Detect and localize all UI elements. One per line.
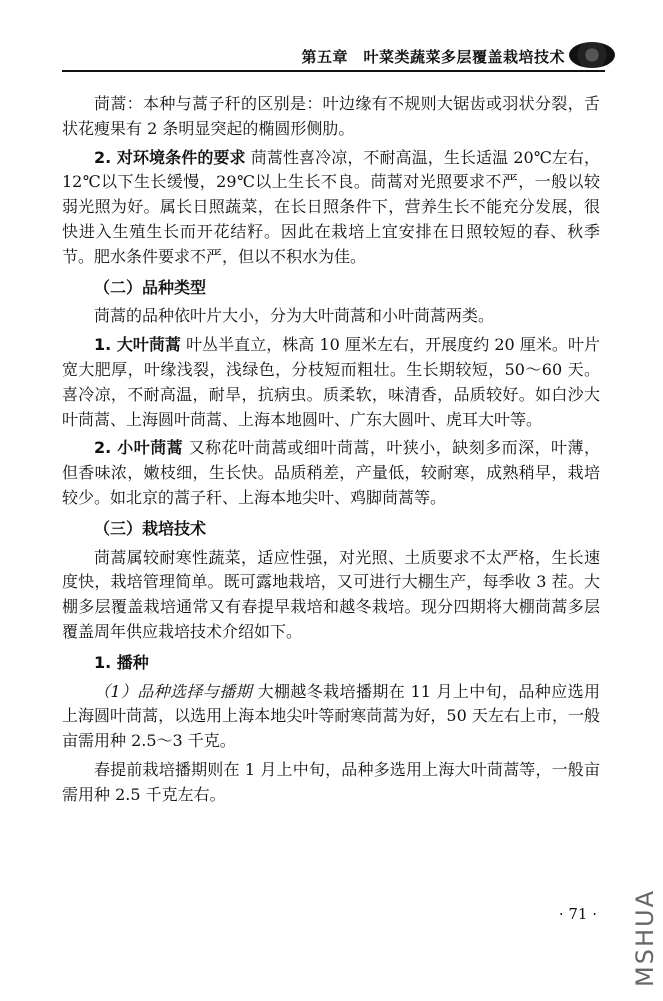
paragraph-small-leaf: [62, 436, 600, 510]
running-header: [62, 42, 605, 72]
paragraph-small-leaf-text: 又称花叶茼蒿或细叶茼蒿，叶狭小，缺刻多而深，叶薄，但香味浓，嫩枝细，生长快。品质稍差，产量低，较耐寒，成熟稍早，栽培较少。如北京的蒿子秆、上海本地尖叶、鸡脚茼蒿等。: [62, 438, 600, 507]
chapter-title: 第五章 叶菜类蔬菜多层覆盖栽培技术: [301, 48, 565, 66]
paragraph-large-leaf: [62, 333, 600, 432]
section-heading-environment: 2. 对环境条件的要求: [94, 147, 246, 167]
paragraph-species-difference: 茼蒿：本种与蒿子秆的区别是：叶边缘有不规则大锯齿或羽状分裂，舌状花瘦果有 2 条明显突起的椭圆形侧肋。: [62, 94, 600, 138]
subheading-large-leaf: 1. 大叶茼蒿: [94, 335, 181, 355]
subheading-sowing: 1. 播种: [94, 652, 149, 672]
subheading-variety-selection: （1）品种选择与播期: [94, 681, 253, 701]
paragraph-large-leaf-text: 叶丛半直立，株高 10 厘米左右，开展度约 20 厘米。叶片宽大肥厚，叶缘浅裂，浅绿色，分枝短而粗壮。生长期较短，50～60 天。喜冷凉，不耐高温，耐旱，抗病虫。质柔软，味清香，品质较好。如白沙大叶茼蒿、上海圆叶茼蒿、上海本地圆叶、广东大圆叶、虎耳大叶等。: [62, 335, 600, 429]
page-number: · 71 ·: [558, 905, 597, 923]
section-heading-cultivation: （三）栽培技术: [94, 518, 207, 538]
paragraph-varieties-intro: 茼蒿的品种依叶片大小，分为大叶茼蒿和小叶茼蒿两类。: [94, 306, 495, 326]
paragraph-environment-text: 茼蒿性喜冷凉，不耐高温，生长适温 20℃左右，12℃以下生长缓慢，29℃以上生长不良。茼蒿对光照要求不严，一般以较弱光照为好。属长日照蔬菜，在长日照条件下，营养生长不能充分发展，很快进入生殖生长而开花结籽。因此在栽培上宜安排在日照较短的春、秋季节。肥水条件要求不严，但以不积水为佳。: [62, 147, 600, 266]
subheading-small-leaf: 2. 小叶茼蒿: [94, 438, 184, 458]
paragraph-variety-selection: [62, 680, 600, 754]
watermark-text: MSHUA: [631, 889, 659, 987]
paragraph-variety-selection-text: 大棚越冬栽培播期在 11 月上中旬，品种应选用上海圆叶茼蒿，以选用上海本地尖叶等耐寒茼蒿为好，50 天左右上市，一般亩需用种 2.5～3 千克。: [62, 681, 600, 751]
paragraph-spring-sowing: 春提前栽培播期则在 1 月上中旬，品种多选用上海大叶茼蒿等，一般亩需用种 2.5 千克左右。: [62, 759, 600, 804]
header-ornament-icon: [569, 42, 615, 68]
paragraph-environment: [62, 146, 600, 270]
section-heading-varieties: （二）品种类型: [94, 277, 207, 297]
page-body: [62, 92, 600, 812]
paragraph-cultivation-intro: 茼蒿属较耐寒性蔬菜，适应性强，对光照、土质要求不太严格，生长速度快，栽培管理简单。既可露地栽培，又可进行大棚生产，每季收 3 茬。大棚多层覆盖栽培通常又有春提早栽培和越冬栽培。现分四期将大棚茼蒿多层覆盖周年供应栽培技术介绍如下。: [62, 547, 600, 641]
